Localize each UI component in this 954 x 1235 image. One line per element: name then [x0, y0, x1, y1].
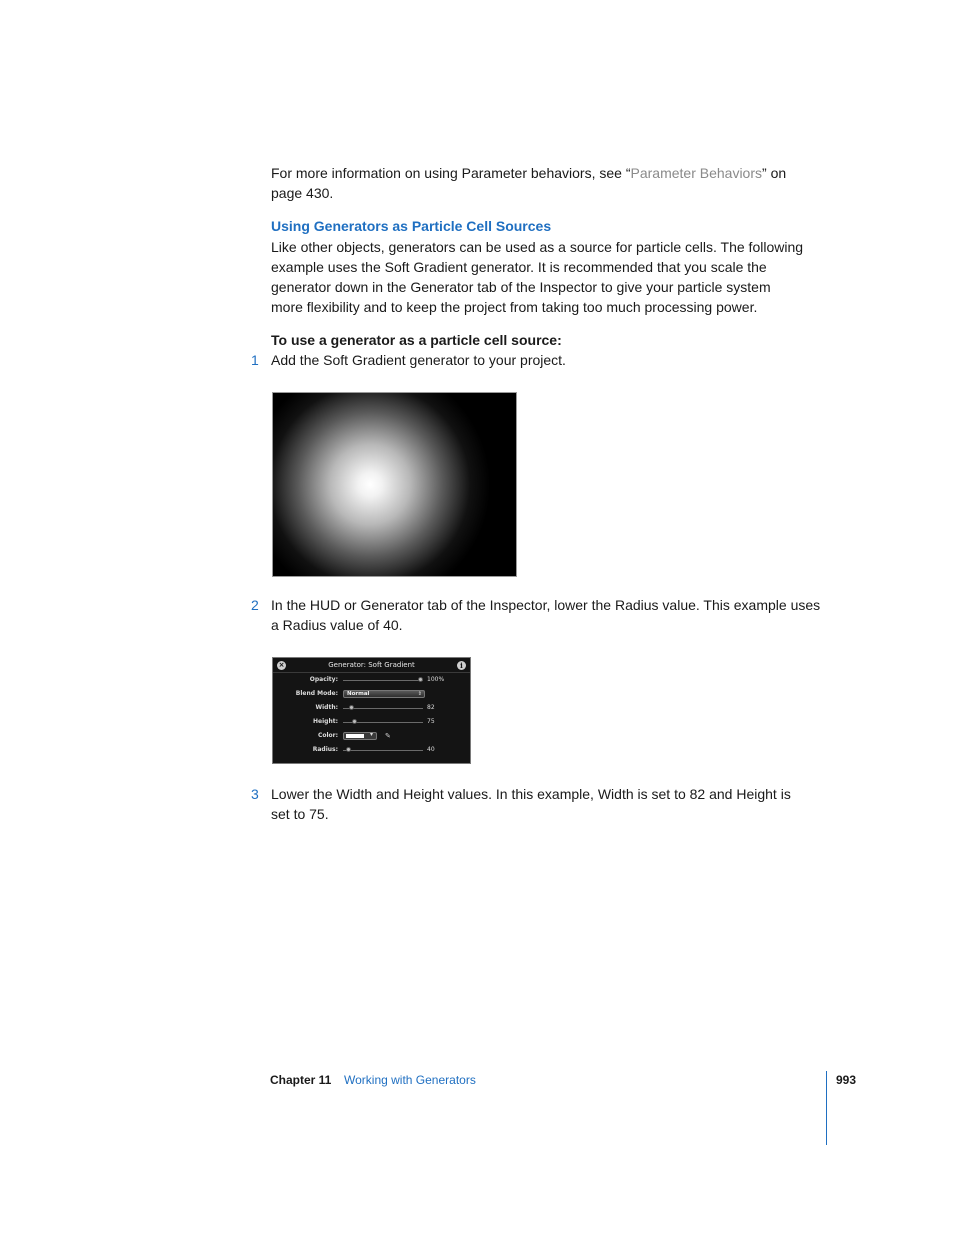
width-label: Width: — [315, 704, 338, 711]
blend-mode-value: Normal — [347, 691, 370, 697]
close-icon[interactable]: × — [278, 661, 285, 669]
opacity-row — [273, 675, 470, 685]
step-number: 1 — [251, 352, 259, 368]
color-label: Color: — [317, 732, 338, 739]
height-slider-knob[interactable] — [352, 719, 357, 724]
step-number: 3 — [251, 786, 259, 802]
hud-divider — [273, 672, 470, 673]
opacity-value[interactable]: 100% — [427, 676, 445, 683]
step-number: 2 — [251, 597, 259, 613]
width-value[interactable]: 82 — [427, 704, 435, 711]
task-heading: To use a generator as a particle cell source: — [271, 332, 562, 348]
chapter-label: Chapter 11 — [270, 1073, 332, 1087]
blend-mode-label: Blend Mode: — [295, 690, 338, 697]
width-slider-knob[interactable] — [349, 705, 354, 710]
updown-arrows-icon: ⇕ — [417, 691, 422, 697]
hud-title: Generator: Soft Gradient — [328, 661, 415, 669]
radius-value[interactable]: 40 — [427, 746, 435, 753]
step-line: a Radius value of 40. — [271, 617, 403, 633]
eyedropper-icon[interactable]: ✎ — [385, 732, 391, 740]
chapter-title-link[interactable]: Working with Generators — [344, 1073, 476, 1087]
opacity-label: Opacity: — [309, 676, 338, 683]
intro-paragraph — [271, 163, 831, 203]
color-row — [273, 731, 470, 741]
section-paragraph — [271, 237, 831, 317]
intro-text-line2: page 430. — [271, 185, 334, 201]
step-line: set to 75. — [271, 806, 329, 822]
dropdown-arrow-icon: ▾ — [369, 731, 373, 738]
height-row — [273, 717, 470, 727]
blend-mode-select[interactable] — [343, 690, 425, 698]
soft-gradient-preview-image — [272, 392, 517, 577]
color-well[interactable] — [343, 732, 377, 740]
width-slider[interactable] — [343, 708, 423, 709]
page-number: 993 — [836, 1073, 857, 1087]
generator-hud — [272, 657, 471, 764]
footer-divider — [826, 1071, 827, 1145]
step-line: Lower the Width and Height values. In this example, Width is set to 82 and Height is — [271, 786, 791, 802]
para-line: generator down in the Generator tab of the Inspector to give your particle system — [271, 279, 771, 295]
step-text — [271, 595, 851, 635]
radius-slider-knob[interactable] — [346, 747, 351, 752]
height-value[interactable]: 75 — [427, 718, 435, 725]
step-text: Add the Soft Gradient generator to your project. — [271, 352, 566, 368]
parameter-behaviors-link[interactable]: Parameter Behaviors — [630, 165, 763, 181]
width-row — [273, 703, 470, 713]
section-heading: Using Generators as Particle Cell Sources — [271, 218, 552, 234]
opacity-slider[interactable] — [343, 680, 423, 681]
step-text — [271, 784, 841, 824]
step-line: In the HUD or Generator tab of the Inspector, lower the Radius value. This example uses — [271, 597, 821, 613]
para-line: Like other objects, generators can be used as a source for particle cells. The following — [271, 239, 804, 255]
intro-text: For more information on using Parameter behaviors, see “ — [271, 165, 631, 181]
height-label: Height: — [313, 718, 338, 725]
radius-row — [273, 745, 470, 755]
para-line: more flexibility and to keep the project from taking too much processing power. — [271, 299, 758, 315]
color-swatch — [346, 734, 364, 738]
radius-label: Radius: — [312, 746, 338, 753]
info-icon[interactable]: i — [457, 661, 466, 670]
blend-mode-row — [273, 689, 470, 699]
opacity-slider-knob[interactable] — [418, 677, 423, 682]
radius-slider[interactable] — [343, 750, 423, 751]
intro-text-end: ” on — [762, 165, 787, 181]
para-line: example uses the Soft Gradient generator. It is recommended that you scale the — [271, 259, 767, 275]
